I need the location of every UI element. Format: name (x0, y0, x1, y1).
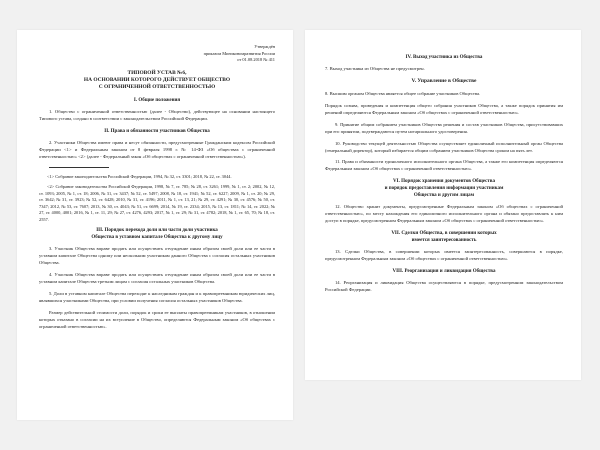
title-line: С ОГРАНИЧЕННОЙ ОТВЕТСТВЕННОСТЬЮ (98, 84, 216, 91)
heading-line: III. Порядок перехода доли или части доли участника (96, 228, 218, 234)
section-heading: IV. Выход участника из Общества (405, 55, 483, 60)
approval-line: Утверждён (254, 44, 275, 49)
section-heading (325, 178, 563, 199)
paragraph: 12. Общество хранит документы, предусмотренные Федеральным законом «Об обществах с ограниченной ответственностью», по месту нахождения его единоличного исполнительного органа и обязано предоставлять к ним доступ в порядке, предусмотренном Федеральным законом «Об обществах с ограниченной ответственностью». (325, 204, 563, 224)
paragraph: 8. Высшим органом Общества является общее собрание участников Общества. (325, 91, 481, 97)
footnote: <1> Собрание законодательства Российской Федерации, 1994, № 32, ст. 3301; 2018, № 22, ст. 3044. (47, 173, 232, 179)
title-line: ТИПОВОЙ УСТАВ №6, (127, 69, 187, 76)
paragraph: 11. Права и обязанности единоличного исполнительного органа Общества, а также его компетенция определяются Федеральным законом «Об обществах с ограниченной ответственностью». (325, 159, 563, 172)
footnote: <2> Собрание законодательства Российской Федерации, 1998, № 7, ст. 785; № 28, ст. 3261; 1999, № 1, ст. 2; 2002, № 12, ст. 1093; 2005, № 1, ст. 18; 2006, № 31, ст. 3437; № 52, ст. 5497; 2008, № 18, ст. 1941; № 52, ст. 6227; 2009, № 1, ст. 20; № 29, ст. 3642; № 31, ст. 3923; № 52, ст. 6428; 2010, № 31, ст. 4196; 2011, № 1, ст. 13, 21; № 29, ст. 4291; № 30, ст. 4576; № 50, ст. 7347; 2012, № 53, ст. 7607; 2013, № 30, ст. 4043; № 51, ст. 6699; 2014, № 19, ст. 2334; 2015, № 13, ст. 1811; № 14, ст. 2022; № 27, ст. 4000, 4001; 2016, № 1, ст. 11, 29; № 27, ст. 4276, 4293; 2017, № 1, ст. 29; № 31, ст. 4782; 2018, № 1, ст. 65, 70; № 18, ст. 2557. (39, 184, 275, 222)
paragraph: 13. Сделки Общества, в совершении которых имеется заинтересованность, совершаются в порядке, предусмотренном Федеральным законом «Об обществах с ограниченной ответственностью». (325, 248, 563, 261)
paragraph: 14. Реорганизация и ликвидация Общества осуществляются в порядке, предусмотренном законодательством Российской Федерации. (325, 279, 563, 292)
paragraph: 4. Участник Общества вправе продать или осуществить отчуждение иным образом своей доли или ее части в уставном капитале Общества третьим лицам с согласия остальных участников Общества. (39, 272, 275, 285)
section-heading (39, 227, 275, 241)
heading-line: Общества и другим лицам (413, 193, 475, 199)
paragraph: 7. Выход участника из Общества не предусмотрен. (325, 66, 425, 71)
approval-line: приказом Минэкономразвития России (203, 50, 275, 56)
approval-stamp (39, 44, 275, 64)
approval-line: от 01.08.2018 № 411 (237, 57, 275, 63)
document-page-2 (305, 30, 581, 380)
document-page-1 (17, 30, 293, 420)
paragraph: 5. Доли в уставном капитале Общества переходят к наследникам граждан и к правопреемникам юридических лиц, являвшихся участниками Общества, при условии получения согласия остальных участников Общества. (39, 290, 275, 303)
heading-line: VI. Порядок хранения документов Общества (393, 179, 495, 185)
section-heading: V. Управление в Обществе (411, 77, 477, 84)
heading-line: имеется заинтересованность (411, 237, 477, 243)
section-heading: VIII. Реорганизация и ликвидация Общества (392, 268, 496, 274)
paragraph: Размер действительной стоимости доли, порядок и сроки ее выплаты правопреемникам участников, в отношении которых отказано в согласии на их вступление в Общество, определяются Федеральным законом «Об обществах с ограниченной ответственностью». (39, 309, 275, 329)
section-heading (325, 230, 563, 244)
section-heading: I. Общие положения (133, 98, 181, 104)
paragraph: 10. Руководство текущей деятельностью Общества осуществляет единоличный исполнительный орган Общества (генеральный директор), который избирается общим собранием участников Общества сроком на пять лет. (325, 140, 563, 153)
paragraph: 9. Принятие общим собранием участников Общества решения и состав участников Общества, присутствовавших при его принятии, подтверждаются путем нотариального удостоверения. (325, 121, 563, 134)
paragraph: 1. Общество с ограниченной ответственностью (далее - Общество), действующее на основании настоящего Типового устава, создано в соответствии с законодательством Российской Федерации. (39, 109, 275, 122)
heading-line: и порядок предоставления информации участникам (384, 186, 504, 192)
heading-line: VII. Сделки Общества, в совершении которых (391, 230, 497, 236)
paragraph: 2. Участники Общества имеют права и несут обязанности, предусмотренные Гражданским кодексом Российской Федерации <1> и Федеральным законом от 8 февраля 1998 г. № 14-ФЗ «Об обществах с ограниченной ответственностью» <2> (далее - Федеральный закон «Об обществах с ограниченной ответственностью»). (39, 140, 275, 160)
paragraph: Порядок созыва, проведения и компетенция общего собрания участников Общества, а также порядок принятия им решений определяются Федеральным законом «Об обществах с ограниченной ответственностью». (325, 103, 563, 115)
title-line: НА ОСНОВАНИИ КОТОРОГО ДЕЙСТВУЕТ ОБЩЕСТВО (83, 76, 231, 83)
section-heading: II. Права и обязанности участников Общества (104, 129, 210, 135)
footnote-divider (49, 167, 109, 168)
heading-line: Общества в уставном капитале Общества к другому лицу (91, 235, 223, 241)
paragraph: 3. Участник Общества вправе продать или осуществить отчуждение иным образом своей доли или ее части в уставном капитале Общества одному или нескольким участникам данного Общества с согласия остальных участников Общества. (39, 246, 275, 266)
document-title (39, 70, 275, 92)
